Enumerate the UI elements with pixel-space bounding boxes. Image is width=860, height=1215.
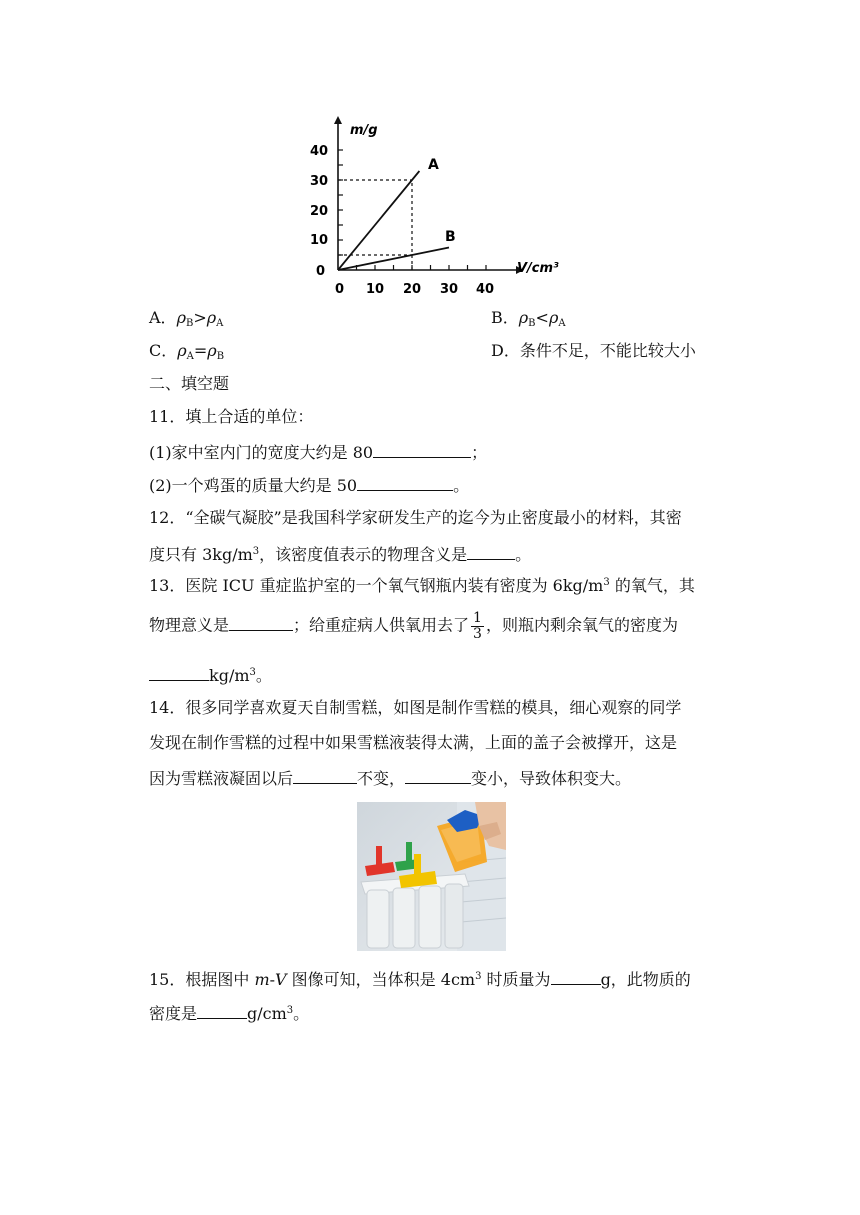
answer-blank[interactable] [197, 1004, 247, 1019]
x-axis-label: V/cm³ [517, 261, 559, 276]
x-tick-label: 20 [403, 282, 422, 297]
q15-line2: 密度是 $g/cm^3$。 [149, 1004, 310, 1023]
x-tick-label: 10 [366, 282, 385, 297]
popsicle-mold-photo [357, 802, 506, 951]
x-tick-label: 0 [335, 282, 345, 297]
section-title: 二、填空题 [149, 374, 230, 393]
q12-line2: 度只有 $3kg/m^3$，该密度值表示的物理含义是 。 [149, 545, 532, 564]
line-b-label: B [445, 229, 456, 245]
answer-blank[interactable] [293, 769, 357, 784]
answer-blank[interactable] [405, 769, 471, 784]
answer-blank[interactable] [467, 545, 515, 560]
q14-line3: 因为雪糕液凝固以后 不变， 变小，导致体积变大。 [149, 769, 632, 788]
option-c[interactable]: C．ρA=ρB [149, 341, 225, 362]
answer-blank[interactable] [551, 970, 601, 985]
line-a-label: A [428, 157, 439, 173]
m-v-graph [300, 114, 570, 300]
q11-stem: 11．填上合适的单位： [149, 407, 314, 426]
q14-line1: 14．很多同学喜欢夏天自制雪糕，如图是制作雪糕的模具，细心观察的同学 [149, 698, 682, 717]
q13-line1: 13．医院 ICU 重症监护室的一个氧气钢瓶内装有密度为 $6kg/m^3$ 的氧气，其 [149, 576, 695, 595]
y-axis-label: m/g [350, 123, 378, 138]
q14-line2: 发现在制作雪糕的过程中如果雪糕液装得太满，上面的盖子会被撑开，这是 [149, 733, 678, 752]
q11-part1: (1)家中室内门的宽度大约是 80 ； [149, 443, 488, 462]
y-tick-label: 20 [310, 204, 329, 219]
y-tick-label: 10 [310, 233, 329, 248]
q15-line1: 15．根据图中 m-V 图像可知，当体积是 $4cm^3$ 时质量为 g，此物质的 [149, 970, 691, 989]
q12-line1: 12．“全碳气凝胶”是我国科学家研发生产的迄今为止密度最小的材料，其密 [149, 508, 682, 527]
q13-line2: 物理意义是 ；给重症病人供氧用去了 $\frac{1}{3}$ ，则瓶内剩余氧气的密度为 [149, 610, 678, 642]
answer-blank[interactable] [229, 616, 293, 631]
x-tick-label: 30 [440, 282, 459, 297]
origin-label: 0 [316, 264, 326, 279]
y-tick-label: 40 [310, 144, 329, 159]
y-tick-label: 30 [310, 174, 329, 189]
q11-part2: (2)一个鸡蛋的质量大约是 50 。 [149, 476, 470, 495]
option-a[interactable]: A．ρB>ρA [149, 308, 224, 329]
answer-blank[interactable] [357, 476, 453, 491]
option-b[interactable]: B．ρB<ρA [491, 308, 566, 329]
option-d[interactable]: D．条件不足，不能比较大小 [491, 341, 696, 360]
x-tick-label: 40 [476, 282, 495, 297]
answer-blank[interactable] [373, 443, 471, 458]
y-axis-arrow [334, 116, 342, 124]
q13-line3: $kg/m^3$。 [149, 666, 272, 684]
answer-blank[interactable] [149, 666, 209, 681]
fraction: $\frac{1}{3}$ [473, 610, 482, 642]
